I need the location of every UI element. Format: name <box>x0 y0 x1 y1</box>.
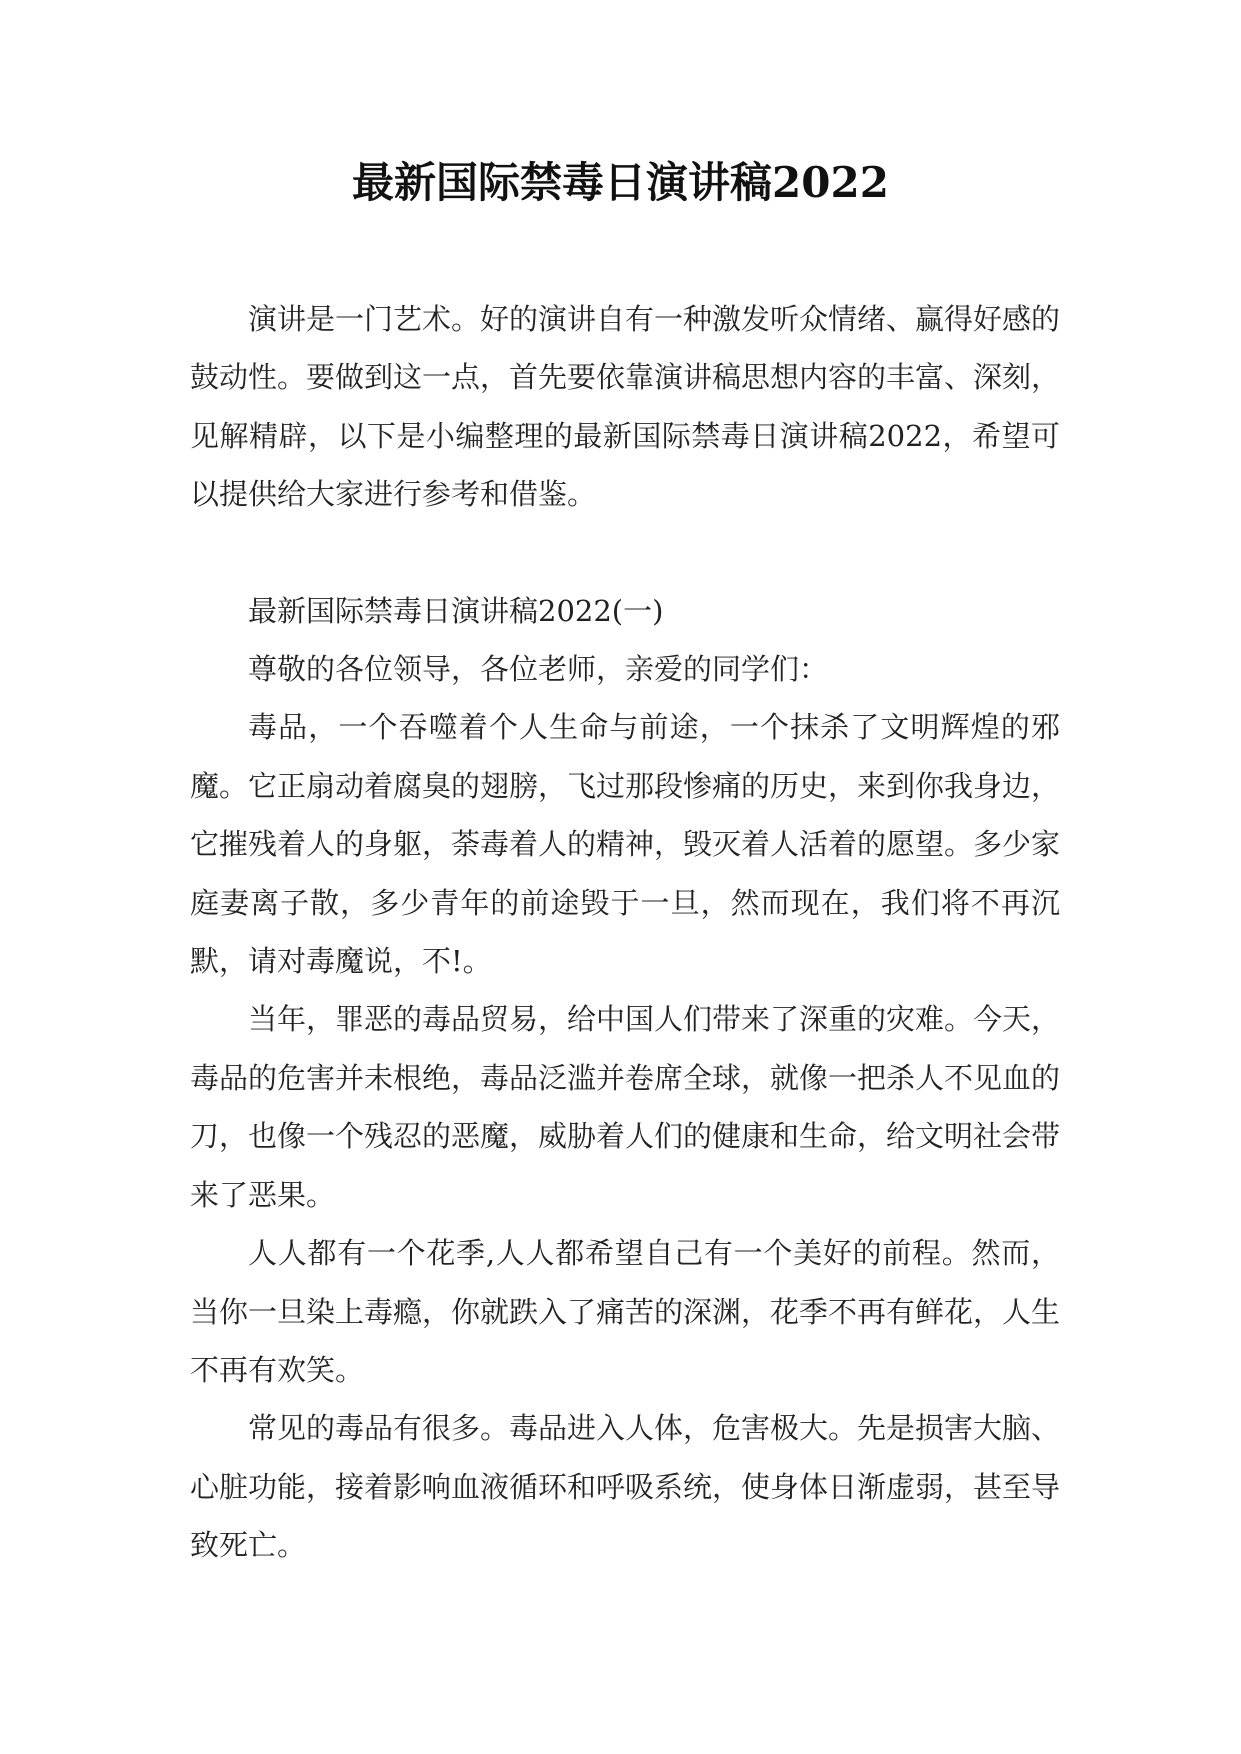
body-paragraph: 人人都有一个花季,人人都希望自己有一个美好的前程。然而，当你一旦染上毒瘾，你就跌入了痛苦的深渊，花季不再有鲜花，人生不再有欢笑。 <box>190 1236 1061 1387</box>
section-heading: 最新国际禁毒日演讲稿2022(一) <box>248 593 664 628</box>
salutation-paragraph: 尊敬的各位领导，各位老师，亲爱的同学们： <box>248 652 829 687</box>
body-paragraph: 当年，罪恶的毒品贸易，给中国人们带来了深重的灾难。今天，毒品的危害并未根绝，毒品泛滥并卷席全球，就像一把杀人不见血的刀，也像一个残忍的恶魔，威胁着人们的健康和生命，给文明社会带来了恶果。 <box>190 1002 1061 1212</box>
document-title: 最新国际禁毒日演讲稿2022 <box>352 158 889 207</box>
document-body <box>190 290 1060 1575</box>
intro-paragraph: 演讲是一门艺术。好的演讲自有一种激发听众情绪、赢得好感的鼓动性。要做到这一点，首先要依靠演讲稿思想内容的丰富、深刻，见解精辟，以下是小编整理的最新国际禁毒日演讲稿2022，希望可以提供给大家进行参考和借鉴。 <box>190 302 1061 512</box>
body-paragraph: 毒品，一个吞噬着个人生命与前途，一个抹杀了文明辉煌的邪魔。它正扇动着腐臭的翅膀，飞过那段惨痛的历史，来到你我身边，它摧残着人的身躯，荼毒着人的精神，毁灭着人活着的愿望。多少家庭妻离子散，多少青年的前途毁于一旦，然而现在，我们将不再沉默，请对毒魔说，不!。 <box>190 710 1061 979</box>
body-paragraph: 常见的毒品有很多。毒品进入人体，危害极大。先是损害大脑、心脏功能，接着影响血液循环和呼吸系统，使身体日渐虚弱，甚至导致死亡。 <box>190 1411 1061 1563</box>
